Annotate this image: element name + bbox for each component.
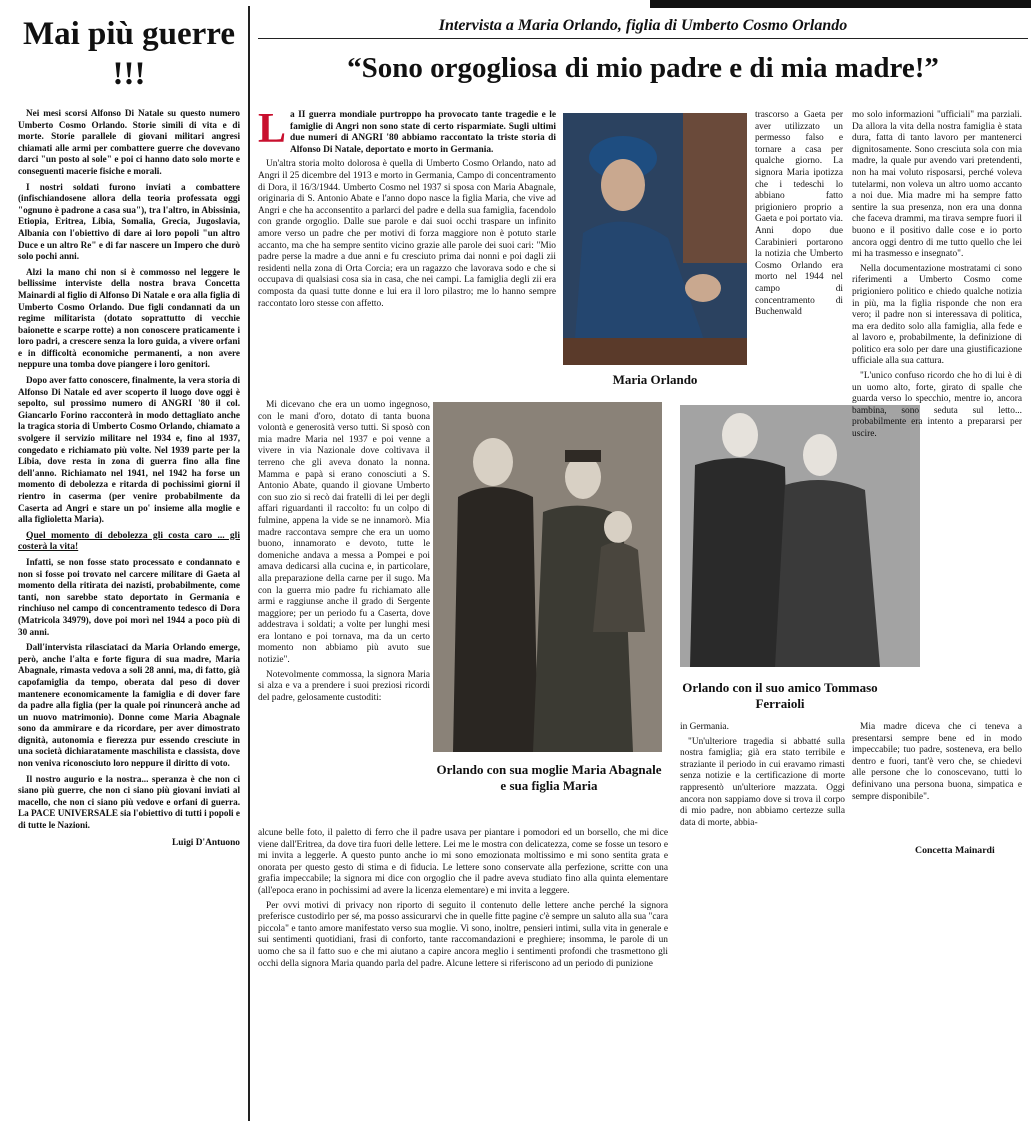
article-column-2b <box>680 722 845 862</box>
editorial-body <box>18 108 240 832</box>
article-paragraph: Un'altra storia molto dolorosa è quella di Umberto Cosmo Orlando, nato ad Angri il 25 dicembre del 1913 e morto in Germania, Campo di concentramento di Dora, il 16/3/1944. Umberto Cosmo nel 1937 si sposa con Maria Abagnale, originaria di S. Antonio Abate e l'anno dopo nasce la figlia Maria, che vive ad Angri e che ha acconsentito a parlarci del padre e della sua famiglia, facendolo con grande orgoglio. Dalle sue parole e dai suoi occhi traspare un infinito amore verso un padre che per motivi di forza maggiore non è potuto starle accanto, ma che ha sempre sentito vicino grazie alle parole dei suoi cari: "Mio padre perse la madre a due anni e fu cresciuto prima dai nonni e poi dagli zii residenti nella zona di Orta Corcia; era un ragazzo che lavorava sodo e che si occupava di qualsiasi cosa sia in casa, che nei campi. La famiglia degli zii era composta da quasi tutte donne e lui era il loro pilastro; me lo hanno sempre raccontato loro stesse con affetto. <box>258 159 556 309</box>
photo1-caption: Maria Orlando <box>612 372 698 387</box>
article-column-3b <box>852 722 1022 842</box>
photo-family <box>433 402 662 752</box>
top-bar <box>650 0 1031 8</box>
family-photo-icon <box>433 402 662 752</box>
editorial-signature: Luigi D'Antuono <box>172 837 240 848</box>
editorial-paragraph: Dall'intervista rilasciataci da Maria Orlando emerge, però, anche l'alta e forte figura di sua madre, Maria Abagnale, rimasta vedova a soli 28 anni, ma, di fatto, già capofamiglia da tempo, oberata dal peso di dover mantenere economicamente la famiglia e di dover fare da padre alla figlia (per la quale poi rinuncerà anche ad un nuovo matrimonio). Donne come Maria Abagnale sono da ammirare e da ricordare, per aver dimostrato dignità, autonomia e fierezza pur essendo cresciute in una società dichiaratamente maschilista e classista, dove non veniva riconosciuto loro neppure il diritto di voto. <box>18 642 240 769</box>
photo-maria-orlando <box>563 113 747 365</box>
editorial-headline: Mai più guerre !!! <box>22 16 236 92</box>
article-column-1 <box>258 110 556 400</box>
article-paragraph: mo solo informazioni "ufficiali" ma parziali. Da allora la vita della nostra famiglia è stata dura, fatta di tanto lavoro per mantenerci dignitosamente. Sono cresciuta sola con mia madre, la quale pur avendo vari pretendenti, non ha mai voluto risposarsi, perché voleva tutelarmi, non voleva un altro uomo accanto a noi due. Mia madre mi ha sempre fatto sentire la sua presenza, non era una donna che faceva drammi, ma tirava sempre fuori il buono e il positivo dalle cose e io porto ancora oggi dentro di me tutto quello che lei mi ha trasmesso e insegnato". <box>852 110 1022 260</box>
article-paragraph: "L'unico confuso ricordo che ho di lui è di un uomo alto, forte, girato di spalle che guarda verso lo specchio, mentre io, ancora bambina, sono seduta sul letto... probabilmente era intento a prepararsi per uscire. <box>852 371 1022 440</box>
article-paragraph: Notevolmente commossa, la signora Maria si alza e va a prendere i suoi preziosi ricordi del padre, gelosamente custoditi: <box>258 669 430 703</box>
article-paragraph: Per ovvi motivi di privacy non riporto di seguito il contenuto delle lettere anche perché la signora preferisce custodirlo per sé, ma posso assicurarvi che in quelle fitte pagine c'è sempre un saluto alla sua "cara piccola" e tanto amore manifestato verso sua moglie. Vi sono, inoltre, pensieri intimi, sulla vita in generale e sui sentimenti quotidiani, frasi di conforto, tante raccomandazioni e preghiere; insomma, le parole di un uomo che sa il fatto suo e che mi aiutano a capire ancora meglio i sentimenti profondi che trasmettono gli occhi della signora Maria quando parla del padre. Alcune lettere si riferiscono ad un periodo di punizione <box>258 900 668 969</box>
article-paragraph: Mi dicevano che era un uomo ingegnoso, con le mani d'oro, dotato di tanta buona volontà e generosità verso tutti. Si sposò con mia madre Maria nel 1937 e poi venne a vivere in via Nazionale dove coltivava il terreno che gli aveva donato la nonna. Mamma e papà si erano conosciuti a S. Antonio Abate, quando il giovane Umberto con suo zio si recò dai fratelli di lei per degli affari riguardanti il raccolto: fu un colpo di fulmine, appena la vide se ne innamorò. Mia madre raccontava sempre che era un uomo buono, innamorato e devoto, tutte le domeniche andava a messa a Pompei e poi amava dedicarsi alla cucina e, in particolare, alla preparazione della carne per il sugo. Ma con la guerra mio padre fu richiamato alle armi e raggiunse anche il grado di Sergente maggiore; per un periodo fu a Caserta, dove addestrava i soldati; a volte per lunghi mesi era lontano e poi tornava, ma da un certo momento non abbiamo più avuto sue notizie". <box>258 400 430 666</box>
column-divider <box>248 6 250 1121</box>
editorial-paragraph: Il nostro augurio e la nostra... speranza è che non ci siano più guerre, che non ci siano più giovani inviati al macello, che non ci siano più vedove e orfani di guerra. La PACE UNIVERSALE sia l'obiettivo di tutti i popoli e di tutte le Nazioni. <box>18 773 240 831</box>
editorial-paragraph: Dopo aver fatto conoscere, finalmente, la vera storia di Alfonso Di Natale ed aver scoperto il luogo dove oggi è sepolto, sul prossimo numero di ANGRI '80 il col. Giancarlo Forino racconterà in modo dettagliato anche la tragica storia di Umberto Cosmo Orlando, chiamato a svolgere il servizio militare nel 1934 e, fino al 1937, congedato e richiamato più volte. Nel 1939 parte per la Libia, dove resta in zona di guerra fino alla fine dell'anno. Richiamato nel 1941, nel 1942 ha forse un momento di debolezza e ritarda di pochissimi giorni il rientro in caserma (per venire probabilmente da Caserta ad Angri e stare un po' insieme alla moglie e alla figlioletta Maria). <box>18 375 240 525</box>
article-paragraph: in Germania. <box>680 722 729 732</box>
article-signature: Concetta Mainardi <box>915 845 995 856</box>
article-lead <box>258 110 556 156</box>
editorial-paragraph: I nostri soldati furono inviati a combattere (infischiandosene allora della teoria professata oggi "ognuno è padrone a casa sua"), tra l'altro, in Abissinia, Etiopia, Eritrea, Libia, Somalia, Grecia, Jugoslavia, Albania con l'obiettivo di dare ai loro popoli "un altro Duce e un altro Re" e di far nascere un Impero che durò solo pochi anni. <box>18 181 240 262</box>
editorial-paragraph: Alzi la mano chi non si è commosso nel leggere le bellissime interviste della nostra brava Concetta Mainardi al figlio di Alfonso Di Natale e ora alla figlia di Umberto Cosmo Orlando. Due figli condannati da un regime militarista (dotato soprattutto di vecchie baionette e scarpe rotte) a non conoscere praticamente i loro padri, a crescere senza la loro guida, a vivere orfani e in difficoltà economiche permanenti, a non avere neppure una tomba dove piangere i loro genitori. <box>18 266 240 370</box>
photo3-caption: Orlando con il suo amico Tommaso Ferraioli <box>682 680 878 711</box>
editorial-column <box>18 14 240 1114</box>
editorial-paragraph: Nei mesi scorsi Alfonso Di Natale su questo numero Umberto Cosmo Orlando. Storie simili di vita e di morte. Storie parallele di giovani militari angresi chiamati alle armi per combattere guerre che dovevano darci "un posto al sole" e poi ci hanno dato solo morte e conseguenti macerie fisiche e morali. <box>18 108 240 176</box>
article-headline: “Sono orgogliosa di mio padre e di mia madre!” <box>347 52 939 84</box>
article-column-2a <box>755 110 843 402</box>
editorial-paragraph: Infatti, se non fosse stato processato e condannato e non si fosse poi trovato nel carcere militare di Gaeta al momento della ritirata dei nazisti, probabilmente, come tanti, non sarebbe stato deportato in Germania e rinchiuso nel campo di concentramento tedesco di Dora (Matricola 34979), dove poi morì nel 1944 a poco più di 30 anni. <box>18 556 240 637</box>
article-paragraph: "Un'ulteriore tragedia si abbatté sulla nostra famiglia; già era stato terribile e straziante il periodo in cui eravamo rimasti senza notizie e la certificazione di morte rappresentò un'ulteriore mazzata. Oggi ancora non sappiamo dove si trova il corpo di mio padre, non abbiamo certezze sulla data di morte, abbia- <box>680 736 845 828</box>
article-paragraph: trascorso a Gaeta per aver utilizzato un permesso falso e tornare a casa per qualche giorno. La signora Maria ipotizza che i tedeschi lo abbiano fatto prigioniero proprio a Gaeta e poi portato via. Anni dopo due Carabinieri portarono la notizia che Umberto Cosmo Orlando era morto nel 1944 nel campo di concentramento di Buchenwald <box>755 110 843 318</box>
article-kicker: Intervista a Maria Orlando, figlia di Umberto Cosmo Orlando <box>438 17 848 34</box>
photo2-caption: Orlando con sua moglie Maria Abagnale e sua figlia Maria <box>436 762 662 793</box>
dropcap: L <box>258 110 287 152</box>
article-paragraph: alcune belle foto, il paletto di ferro che il padre usava per piantare i pomodori ed un borsello, che mi dice viene dall'Eritrea, da dove tira fuori delle lettere. Lei me le mostra con delicatezza, come se fosse un tesoro e mi invita a leggerle. A questo punto anche io mi sono emozionata moltissimo e mi sono sentita grata e onorata per questo gesto di stima e di fiducia. Le lettere sono conservate alla perfezione, scritte con una grafia impeccabile; la signora mi dice con orgoglio che il padre aveva studiato fino alla quinta elementare (all'epoca erano in pochissimi ad avere la licenza elementare) e mi invita a leggere. <box>258 828 668 896</box>
article-column-1c <box>258 828 668 1113</box>
portrait-icon <box>563 113 747 365</box>
kicker-rule <box>258 38 1028 39</box>
article-paragraph: Nella documentazione mostratami ci sono riferimenti a Umberto Cosmo come prigioniero politico e chiedo qualche notizia in più, ma la figlia risponde che non era vero; il padre non si interessava di politica, ma era dedito solo alla famiglia, alla fede e al lavoro e, probabilmente, la definizione di politico era solo per dare una giustificazione ufficiale alla sua cattura. <box>852 263 1022 367</box>
article-column-3 <box>852 110 1022 722</box>
article-paragraph: Mia madre diceva che ci teneva a presentarsi sempre bene ed in modo impeccabile; tuo padre, sosteneva, era bello dentro e fuori, tant'è vero che, se chiedevi alle persone che lo conoscevano, tutti lo definivano una persona buona, simpatica e sempre disponibile". <box>852 722 1022 802</box>
lead-text: a II guerra mondiale purtroppo ha provocato tante tragedie e le famiglie di Angri non sono state di certo risparmiate. Sugli ultimi due numeri di ANGRI '80 abbiamo raccontato la triste storia di Alfonso Di Natale, deportato e morto in Germania. <box>290 110 556 155</box>
article-column-1b <box>258 400 430 828</box>
editorial-subhead: Quel momento di debolezza gli costa caro ... gli costerà la vita! <box>18 529 240 553</box>
